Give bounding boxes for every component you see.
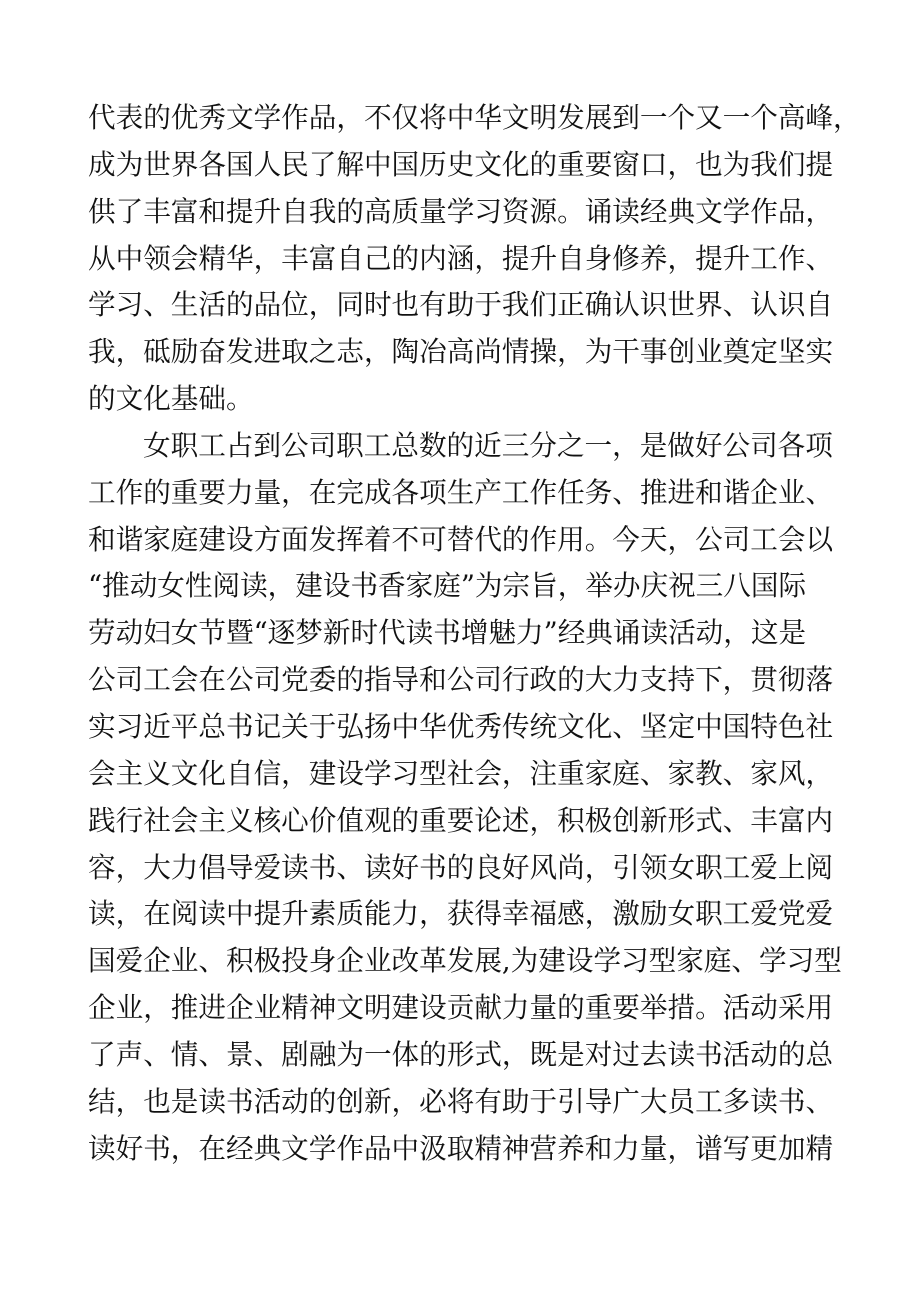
text-line: 容，大力倡导爱读书、读好书的良好风尚，引领女职工爱上阅 — [88, 850, 834, 884]
text-line: 企业，推进企业精神文明建设贡献力量的重要举措。活动采用 — [88, 991, 834, 1025]
text-line: 成为世界各国人民了解中国历史文化的重要窗口，也为我们提 — [88, 147, 834, 181]
text-line: 会主义文化自信，建设学习型社会，注重家庭、家教、家风， — [88, 756, 834, 790]
document-body — [88, 95, 878, 1219]
text-line: 学习、生活的品位，同时也有助于我们正确认识世界、认识自 — [88, 288, 834, 322]
text-line: 践行社会主义核心价值观的重要论述，积极创新形式、丰富内 — [88, 803, 834, 837]
text-line: 读好书，在经典文学作品中汲取精神营养和力量，谱写更加精 — [88, 1131, 834, 1165]
text-line: 结，也是读书活动的创新，必将有助于引导广大员工多读书、 — [88, 1084, 834, 1118]
paragraph-2 — [88, 423, 878, 1219]
text-line: 劳动妇女节暨“逐梦新时代读书增魅力”经典诵读活动，这是 — [88, 616, 807, 650]
text-line: 从中领会精华，丰富自己的内涵，提升自身修养，提升工作、 — [88, 241, 834, 275]
text-line: 了声、情、景、剧融为一体的形式，既是对过去读书活动的总 — [88, 1037, 834, 1071]
text-line: 的文化基础。 — [88, 382, 254, 416]
text-line: 和谐家庭建设方面发挥着不可替代的作用。今天，公司工会以 — [88, 522, 834, 556]
text-line: 代表的优秀文学作品，不仅将中华文明发展到一个又一个高峰， — [88, 101, 861, 134]
text-line: 我，砥励奋发进取之志，陶冶高尚情操，为干事创业奠定坚实 — [88, 335, 834, 369]
text-line: 女职工占到公司职工总数的近三分之一，是做好公司各项 — [143, 428, 833, 462]
text-line: 公司工会在公司党委的指导和公司行政的大力支持下，贯彻落 — [88, 663, 834, 697]
text-line: 实习近平总书记关于弘扬中华优秀传统文化、坚定中国特色社 — [88, 709, 834, 743]
text-line: 读，在阅读中提升素质能力，获得幸福感，激励女职工爱党爱 — [88, 897, 834, 931]
text-line: 工作的重要力量，在完成各项生产工作任务、推进和谐企业、 — [88, 475, 834, 509]
text-line — [88, 1172, 878, 1219]
text-line: 供了丰富和提升自我的高质量学习资源。诵读经典文学作品， — [88, 194, 834, 228]
paragraph-1 — [88, 95, 878, 423]
text-line: 国爱企业、积极投身企业改革发展,为建设学习型家庭、学习型 — [88, 944, 842, 978]
text-line: “推动女性阅读，建设书香家庭”为宗旨，举办庆祝三八国际 — [88, 569, 807, 603]
